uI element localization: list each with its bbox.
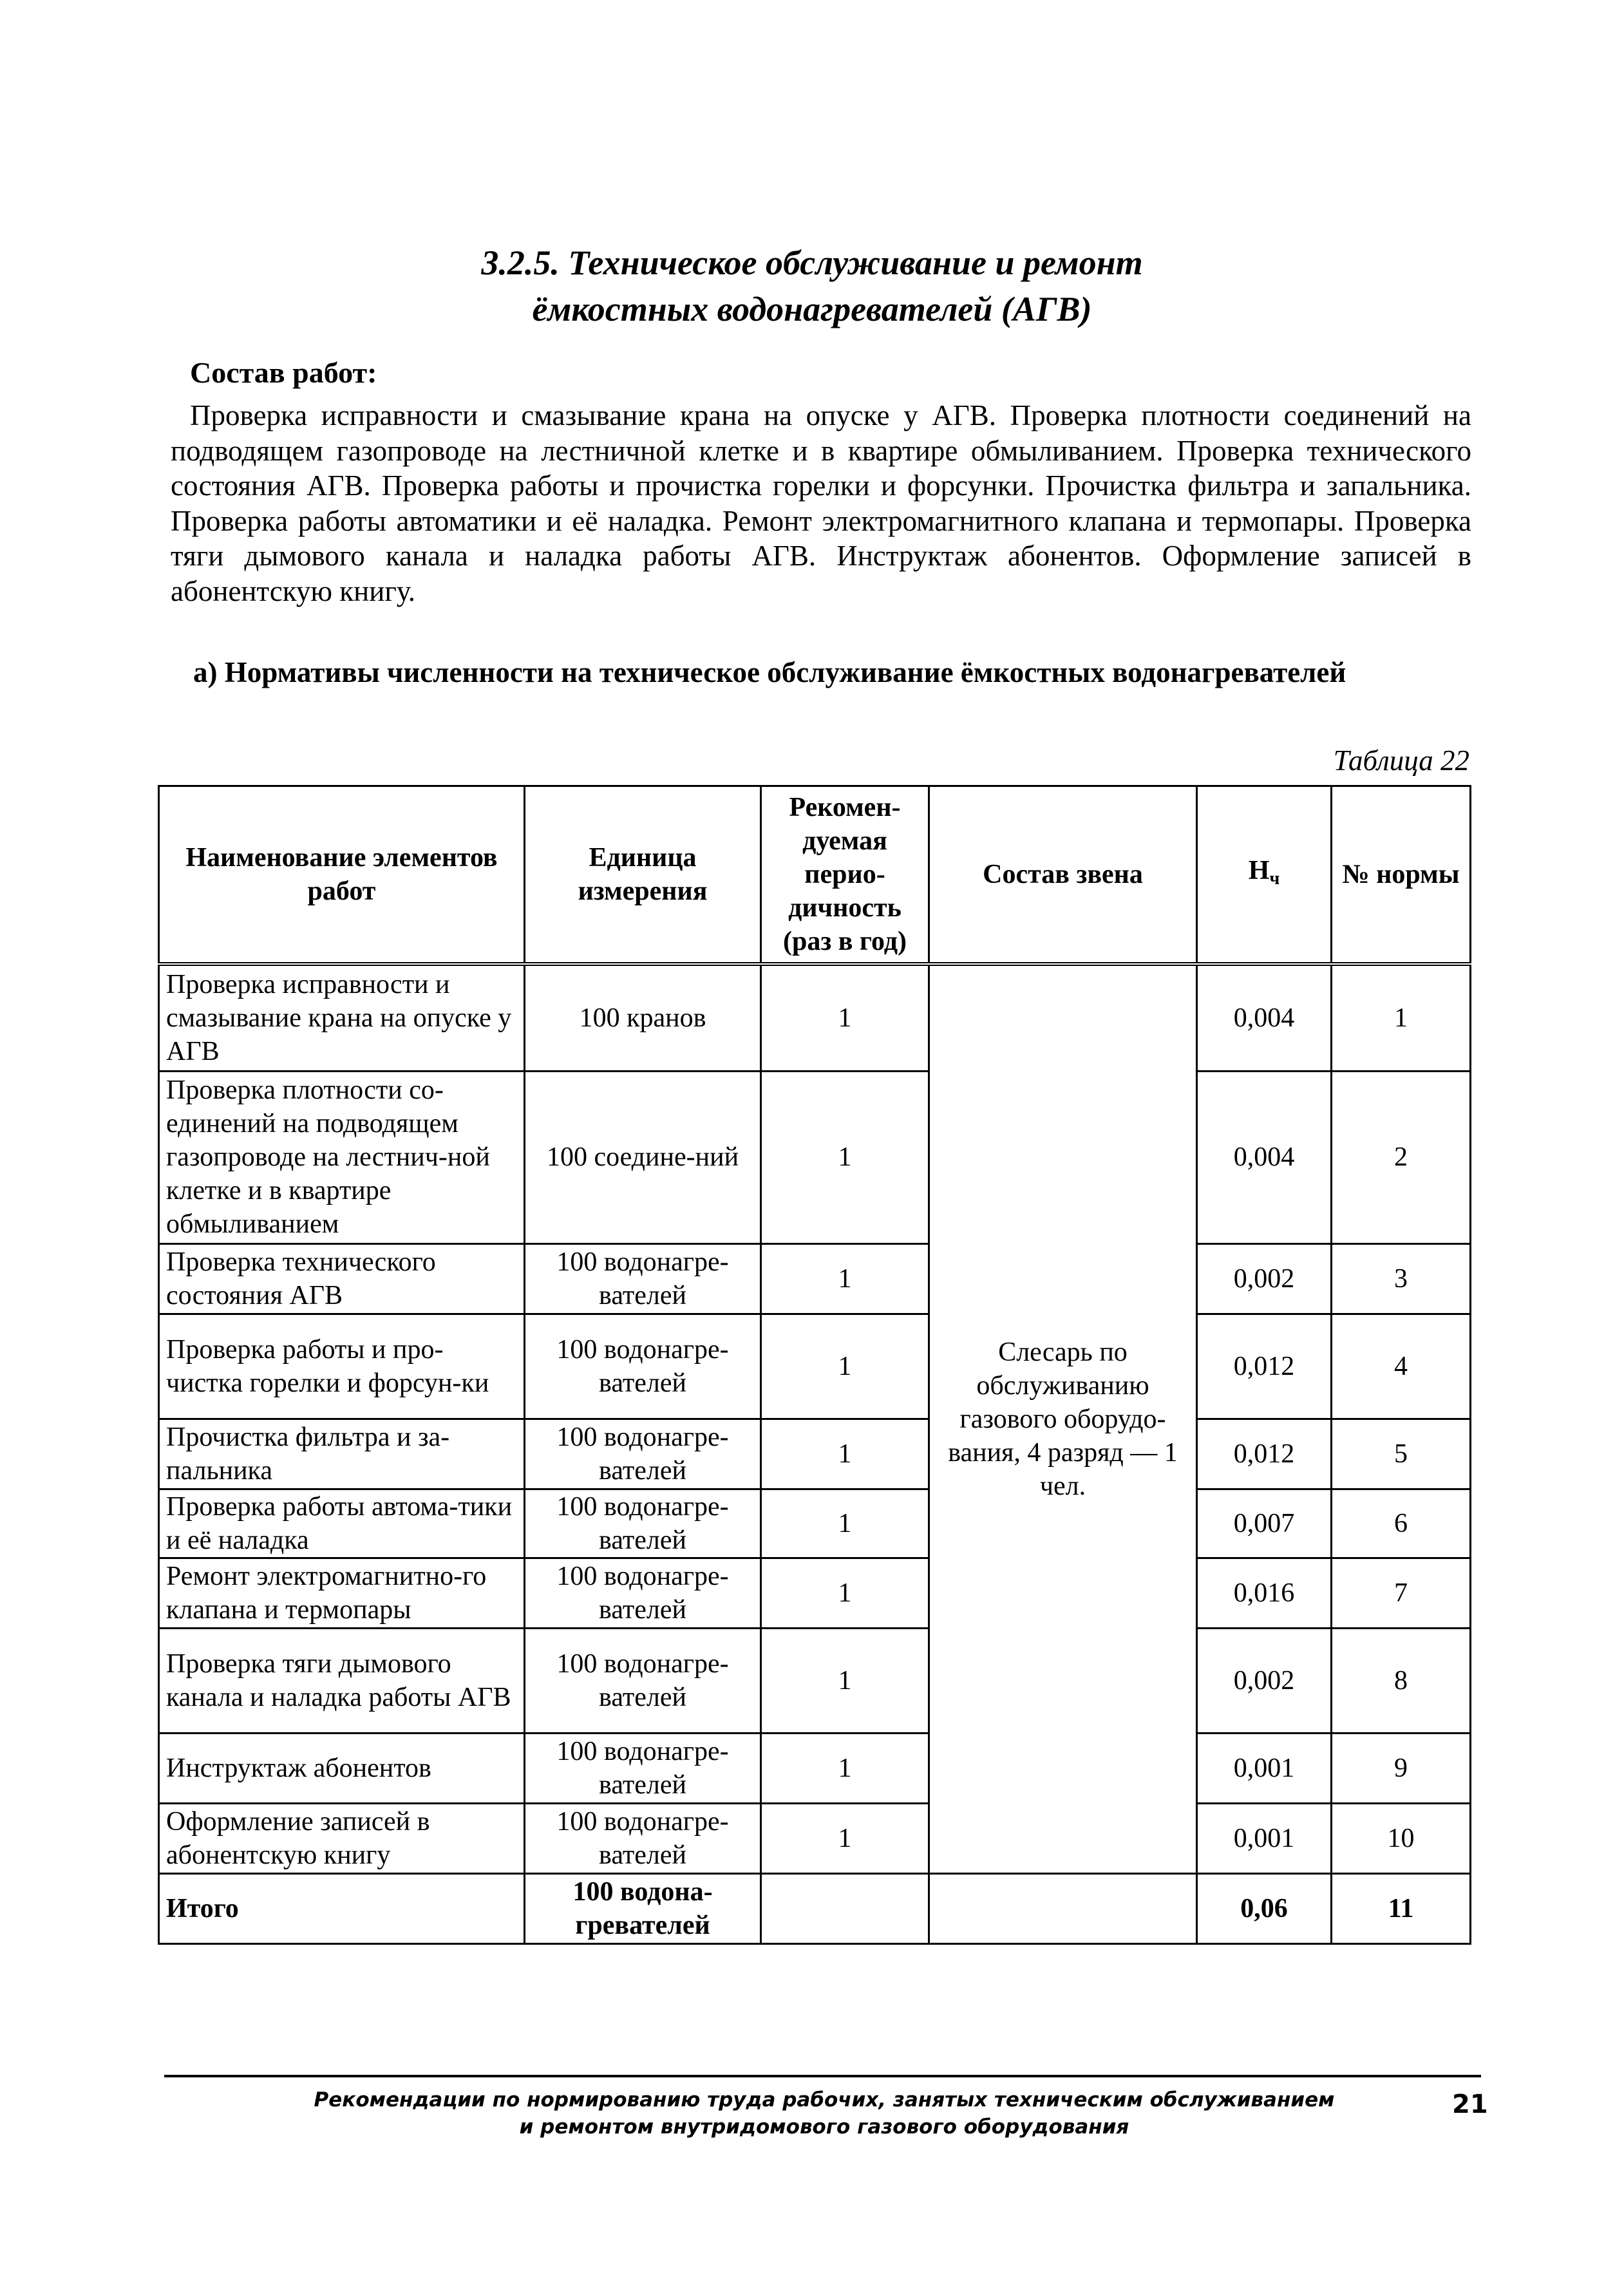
total-unit: 100 водона-гревателей [525, 1873, 761, 1943]
cell-unit: 100 водонагре-вателей [525, 1628, 761, 1733]
cell-period: 1 [761, 1628, 929, 1733]
cell-crew: Слесарь по обслуживанию газового оборудо-вания, 4 разряд — 1 чел. [929, 964, 1197, 1873]
total-period [761, 1873, 929, 1943]
cell-norm: 0,004 [1197, 964, 1332, 1071]
section-heading: а) Нормативы численности на техническое обслуживание ёмкостных водонагревателей [193, 656, 1346, 688]
cell-number: 7 [1332, 1558, 1471, 1628]
cell-norm: 0,012 [1197, 1419, 1332, 1489]
composition-text: Проверка исправности и смазывание крана на опуске у АГВ. Проверка плотности соединений на подводящем газопроводе на лестничной клетке и в квартире обмыливанием. Проверка технического состояния АГВ. Проверка работы и прочистка горелки и форсунки. Прочистка фильтра и запальника. Проверка работы автоматики и её наладка. Ремонт электромагнитного клапана и термопары. Проверка тяги дымового канала и наладка работы АГВ. Инструктаж абонентов. Оформление записей в абонентскую книгу. [171, 399, 1471, 607]
cell-unit: 100 кранов [525, 964, 761, 1071]
table-header-row [159, 786, 1471, 965]
table-row [159, 1628, 1471, 1733]
header-name: Наименование элементов работ [159, 786, 525, 965]
cell-period: 1 [761, 1243, 929, 1314]
section-title [0, 240, 1624, 332]
cell-number: 2 [1332, 1071, 1471, 1243]
table-row [159, 1243, 1471, 1314]
total-name: Итого [159, 1873, 525, 1943]
table-row [159, 1803, 1471, 1873]
cell-name: Ремонт электромагнитно-го клапана и термопары [159, 1558, 525, 1628]
cell-unit: 100 водонагре-вателей [525, 1489, 761, 1558]
table-row [159, 1419, 1471, 1489]
cell-unit: 100 водонагре-вателей [525, 1558, 761, 1628]
footer-line1: Рекомендации по нормированию труда рабочих, занятых техническим обслуживанием [314, 2088, 1335, 2112]
cell-norm: 0,012 [1197, 1314, 1332, 1419]
header-norm [1197, 786, 1332, 965]
cell-name: Проверка исправности и смазывание крана на опуске у АГВ [159, 964, 525, 1071]
section-title-line2: ёмкостных водонагревателей (АГВ) [532, 290, 1092, 328]
cell-number: 8 [1332, 1628, 1471, 1733]
table-row [159, 1314, 1471, 1419]
header-norm-main: Н [1248, 855, 1270, 885]
header-norm-sub: ч [1269, 868, 1280, 889]
cell-period: 1 [761, 1489, 929, 1558]
table-row [159, 1558, 1471, 1628]
total-number: 11 [1332, 1873, 1471, 1943]
cell-period: 1 [761, 964, 929, 1071]
cell-number: 9 [1332, 1733, 1471, 1803]
table-row [159, 964, 1471, 1071]
composition-label: Состав работ: [190, 356, 377, 389]
cell-number: 5 [1332, 1419, 1471, 1489]
header-number: № нормы [1332, 786, 1471, 965]
header-unit: Единица измерения [525, 786, 761, 965]
cell-period: 1 [761, 1803, 929, 1873]
cell-period: 1 [761, 1733, 929, 1803]
cell-name: Прочистка фильтра и за-пальника [159, 1419, 525, 1489]
total-crew [929, 1873, 1197, 1943]
cell-norm: 0,001 [1197, 1733, 1332, 1803]
section-title-line1: 3.2.5. Техническое обслуживание и ремонт [481, 243, 1143, 282]
cell-period: 1 [761, 1071, 929, 1243]
cell-unit: 100 водонагре-вателей [525, 1243, 761, 1314]
cell-name: Оформление записей в абонентскую книгу [159, 1803, 525, 1873]
header-period: Рекомен-дуемая перио-дичность (раз в год) [761, 786, 929, 965]
cell-unit: 100 водонагре-вателей [525, 1314, 761, 1419]
page-number: 21 [1452, 2090, 1488, 2119]
cell-norm: 0,002 [1197, 1243, 1332, 1314]
cell-norm: 0,016 [1197, 1558, 1332, 1628]
footer-text [283, 2086, 1365, 2140]
total-norm: 0,06 [1197, 1873, 1332, 1943]
table-caption: Таблица 22 [1333, 744, 1469, 777]
cell-norm: 0,004 [1197, 1071, 1332, 1243]
cell-unit: 100 водонагре-вателей [525, 1803, 761, 1873]
cell-name: Проверка технического состояния АГВ [159, 1243, 525, 1314]
header-crew: Состав звена [929, 786, 1197, 965]
footer-divider [164, 2075, 1481, 2077]
cell-number: 3 [1332, 1243, 1471, 1314]
cell-number: 10 [1332, 1803, 1471, 1873]
cell-name: Проверка тяги дымового канала и наладка работы АГВ [159, 1628, 525, 1733]
cell-name: Инструктаж абонентов [159, 1733, 525, 1803]
footer-line2: и ремонтом внутридомового газового оборудования [519, 2115, 1129, 2139]
table-row [159, 1071, 1471, 1243]
cell-period: 1 [761, 1314, 929, 1419]
cell-unit: 100 водонагре-вателей [525, 1733, 761, 1803]
cell-number: 4 [1332, 1314, 1471, 1419]
cell-period: 1 [761, 1558, 929, 1628]
cell-name: Проверка плотности со-единений на подводящем газопроводе на лестнич-ной клетке и в квартире обмыливанием [159, 1071, 525, 1243]
cell-number: 1 [1332, 964, 1471, 1071]
table-total-row [159, 1873, 1471, 1943]
cell-unit: 100 соедине-ний [525, 1071, 761, 1243]
cell-norm: 0,001 [1197, 1803, 1332, 1873]
cell-period: 1 [761, 1419, 929, 1489]
cell-name: Проверка работы и про-чистка горелки и форсун-ки [159, 1314, 525, 1419]
cell-name: Проверка работы автома-тики и её наладка [159, 1489, 525, 1558]
cell-number: 6 [1332, 1489, 1471, 1558]
norms-table [158, 785, 1471, 1945]
cell-unit: 100 водонагре-вателей [525, 1419, 761, 1489]
table-row [159, 1489, 1471, 1558]
cell-norm: 0,002 [1197, 1628, 1332, 1733]
table-row [159, 1733, 1471, 1803]
cell-norm: 0,007 [1197, 1489, 1332, 1558]
